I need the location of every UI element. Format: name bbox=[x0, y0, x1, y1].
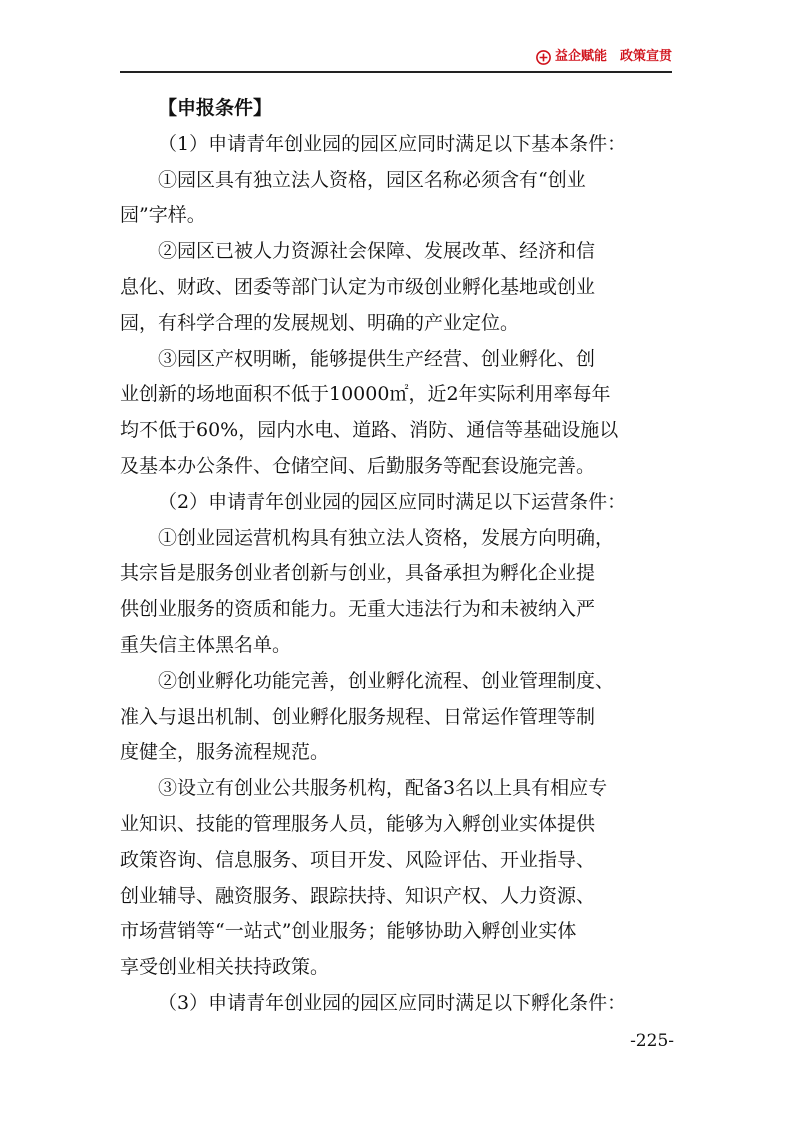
text-line: ②园区已被人力资源社会保障、发展改革、经济和信 bbox=[158, 240, 596, 263]
text-line: 度健全，服务流程规范。 bbox=[120, 741, 330, 764]
text-line: ②创业孵化功能完善，创业孵化流程、创业管理制度、 bbox=[158, 669, 615, 692]
text-line: 其宗旨是服务创业者创新与创业，具备承担为孵化企业提 bbox=[120, 562, 596, 585]
text-line: 均不低于60%，园内水电、道路、消防、通信等基础设施以 bbox=[120, 419, 619, 442]
text-line: 园”字样。 bbox=[120, 204, 206, 227]
page-number: -225- bbox=[630, 1031, 674, 1051]
text-line: 供创业服务的资质和能力。无重大违法行为和未被纳入严 bbox=[120, 598, 596, 621]
text-line: 重失信主体黑名单。 bbox=[120, 633, 292, 656]
brand-banner bbox=[536, 49, 672, 65]
text-line: 息化、财政、团委等部门认定为市级创业孵化基地或创业 bbox=[120, 275, 596, 298]
text-line: 政策咨询、信息服务、项目开发、风险评估、开业指导、 bbox=[120, 848, 596, 871]
text-line: 业创新的场地面积不低于10000㎡，近2年实际利用率每年 bbox=[120, 383, 611, 406]
text-line: 市场营销等“一站式”创业服务；能够协助入孵创业实体 bbox=[120, 920, 577, 943]
text-line: 创业辅导、融资服务、跟踪扶持、知识产权、人力资源、 bbox=[120, 884, 596, 907]
page-header bbox=[0, 0, 794, 76]
text-line: 业知识、技能的管理服务人员，能够为入孵创业实体提供 bbox=[120, 812, 596, 835]
section-title: 【申报条件】 bbox=[158, 97, 273, 119]
text-line: ③园区产权明晰，能够提供生产经营、创业孵化、创 bbox=[158, 347, 596, 370]
brand-logo-icon bbox=[536, 50, 551, 65]
text-line: ③设立有创业公共服务机构，配备3名以上具有相应专 bbox=[158, 777, 608, 800]
text-line: （1）申请青年创业园的园区应同时满足以下基本条件： bbox=[158, 132, 627, 155]
brand-subtitle: 政策宣贯 bbox=[619, 49, 672, 64]
text-line: ①园区具有独立法人资格，园区名称必须含有“创业 bbox=[158, 168, 586, 191]
text-line: （3）申请青年创业园的园区应同时满足以下孵化条件： bbox=[158, 991, 627, 1014]
document-body bbox=[120, 91, 687, 1022]
text-line: 园，有科学合理的发展规划、明确的产业定位。 bbox=[120, 311, 520, 334]
text-line: 享受创业相关扶持政策。 bbox=[120, 956, 330, 979]
brand-name: 益企赋能 bbox=[554, 49, 607, 64]
text-line: 及基本办公条件、仓储空间、后勤服务等配套设施完善。 bbox=[120, 454, 596, 477]
text-line: 准入与退出机制、创业孵化服务规程、日常运作管理等制 bbox=[120, 705, 596, 728]
header-divider bbox=[120, 71, 672, 73]
text-line: （2）申请青年创业园的园区应同时满足以下运营条件： bbox=[158, 490, 627, 513]
text-line: ①创业园运营机构具有独立法人资格，发展方向明确， bbox=[158, 526, 615, 549]
